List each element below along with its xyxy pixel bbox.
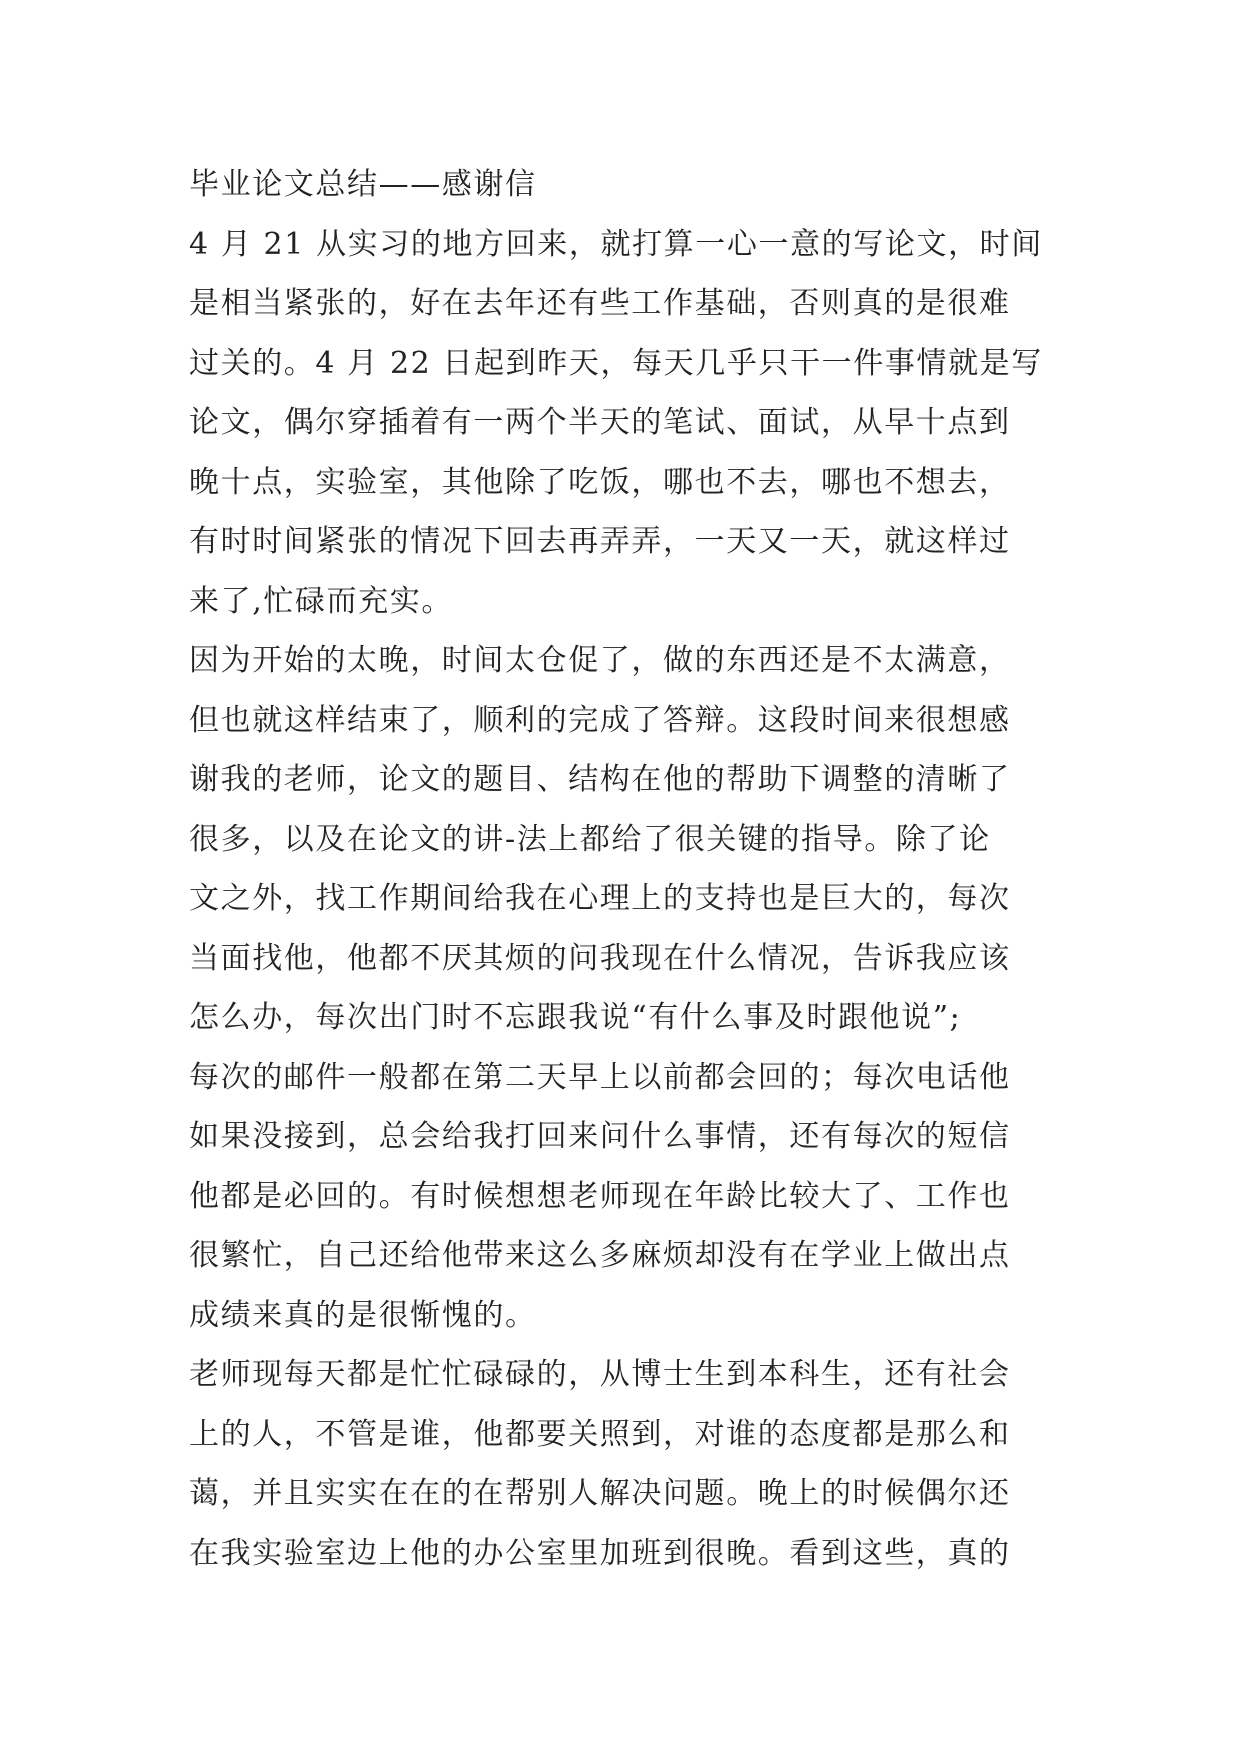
text-line: 来了,忙碌而充实。 — [189, 583, 453, 619]
text-line: 论文，偶尔穿插着有一两个半天的笔试、面试，从早十点到 — [189, 405, 1011, 440]
text-line: 文之外，找工作期间给我在心理上的支持也是巨大的，每次 — [189, 881, 1011, 916]
text-line: 他都是必回的。有时候想想老师现在年龄比较大了、工作也 — [189, 1178, 1011, 1214]
text-line: 谢我的老师，论文的题目、结构在他的帮助下调整的清晰了 — [189, 762, 1011, 797]
text-line: 每次的邮件一般都在第二天早上以前都会回的；每次电话他 — [189, 1059, 1011, 1095]
text-line: 是相当紧张的，好在去年还有些工作基础，否则真的是很难 — [189, 286, 1011, 321]
text-line: 过关的。4 月 22 日起到昨天，每天几乎只干一件事情就是写 — [189, 345, 1043, 381]
text-line: 因为开始的太晚，时间太仓促了，做的东西还是不太满意， — [189, 643, 1011, 678]
text-line: 蔼，并且实实在在的在帮别人解决问题。晚上的时候偶尔还 — [189, 1476, 1011, 1511]
text-line: 很多，以及在论文的讲-法上都给了很关键的指导。除了论 — [189, 821, 991, 857]
text-line: 但也就这样结束了，顺利的完成了答辩。这段时间来很想感 — [189, 702, 1011, 738]
text-line: 成绩来真的是很惭愧的。 — [189, 1297, 537, 1333]
text-line: 怎么办，每次出门时不忘跟我说“有什么事及时跟他说”; — [189, 1000, 962, 1035]
text-line: 很繁忙，自己还给他带来这么多麻烦却没有在学业上做出点 — [189, 1238, 1011, 1273]
text-line: 4 月 21 从实习的地方回来，就打算一心一意的写论文，时间 — [189, 226, 1043, 262]
text-line: 在我实验室边上他的办公室里加班到很晚。看到这些，真的 — [189, 1535, 1011, 1571]
document-title: 毕业论文总结——感谢信 — [189, 167, 537, 202]
text-line: 老师现每天都是忙忙碌碌的，从博士生到本科生，还有社会 — [189, 1357, 1011, 1392]
text-line: 晚十点，实验室，其他除了吃饭，哪也不去，哪也不想去， — [189, 464, 1011, 500]
text-line: 有时时间紧张的情况下回去再弄弄，一天又一天，就这样过 — [189, 524, 1011, 559]
text-line: 上的人，不管是谁，他都要关照到，对谁的态度都是那么和 — [189, 1416, 1011, 1452]
text-line: 当面找他，他都不厌其烦的问我现在什么情况，告诉我应该 — [189, 940, 1011, 976]
document-body — [189, 155, 1069, 1583]
text-line: 如果没接到，总会给我打回来问什么事情，还有每次的短信 — [189, 1119, 1011, 1154]
